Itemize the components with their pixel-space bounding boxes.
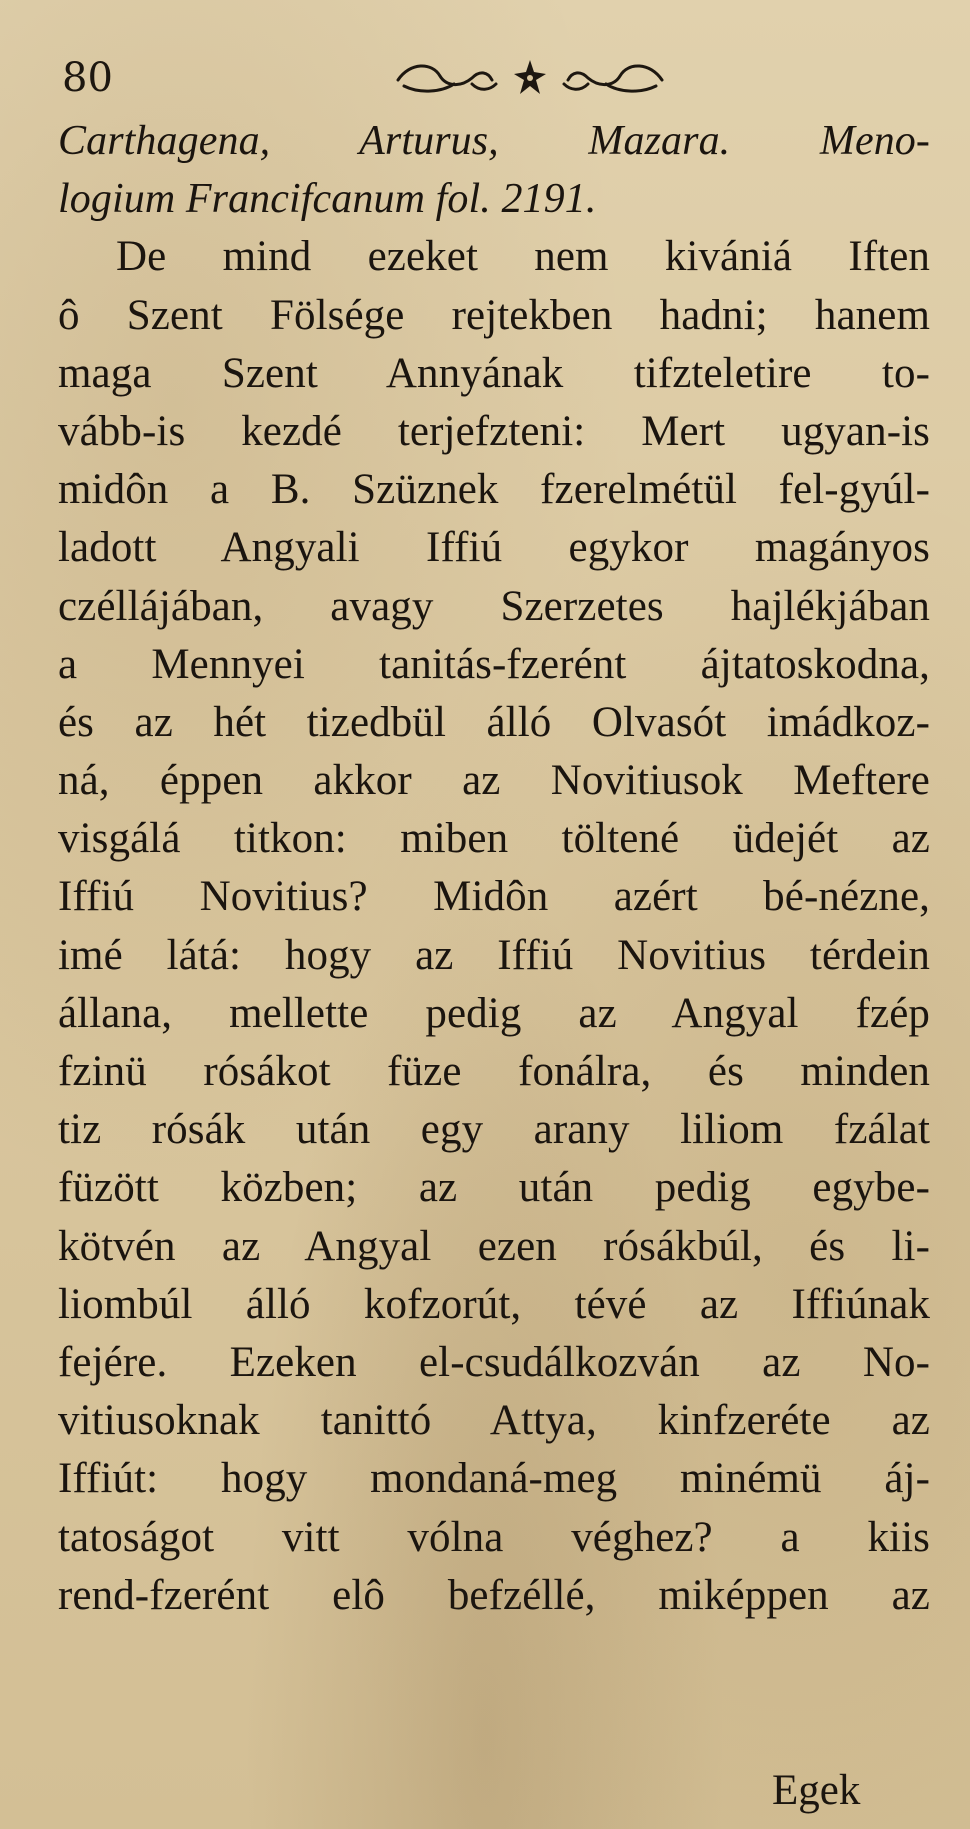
text-line: logium Francifcanum fol. 2191. (58, 176, 597, 223)
text-line: liombúl álló kofzorút, tévé az Iffiúnak (58, 1280, 930, 1328)
page-number: 80 (62, 55, 113, 101)
text-line: füzött közben; az után pedig egybe- (58, 1164, 930, 1212)
text-line: vitiusoknak tanittó Attya, kinfzeréte az (58, 1397, 930, 1445)
text-line: kötvén az Angyal ezen rósákbúl, és li- (58, 1222, 930, 1270)
text-line: ô Szent Fölsége rejtekben hadni; hanem (58, 291, 930, 339)
fleuron-ornament-icon (380, 54, 680, 102)
page-header (62, 48, 942, 108)
text-line: a Mennyei tanitás-fzerént ájtatoskodna, (58, 640, 930, 688)
text-line: tiz rósák után egy arany liliom fzálat (58, 1106, 930, 1154)
text-line: Carthagena, Arturus, Mazara. Meno- (58, 118, 930, 164)
text-line: fejére. Ezeken el-csudálkozván az No- (58, 1338, 930, 1386)
text-line: maga Szent Annyának tifzteletire to- (58, 349, 930, 397)
text-line: Iffiút: hogy mondaná-meg minémü áj- (58, 1455, 930, 1503)
text-line: vább-is kezdé terjefzteni: Mert ugyan-is (58, 407, 930, 455)
text-line: állana, mellette pedig az Angyal fzép (58, 989, 930, 1037)
text-line: tatoságot vitt vólna véghez? a kiis (58, 1513, 930, 1561)
text-line: fzinü rósákot füze fonálra, és minden (58, 1048, 930, 1095)
text-line: ladott Angyali Iffiú egykor magányos (58, 524, 930, 572)
text-line: midôn a B. Szüznek fzerelmétül fel-gyúl- (58, 466, 930, 514)
text-line: Iffiú Novitius? Midôn azért bé-nézne, (58, 873, 930, 921)
text-line: rend-fzerént elô befzéllé, miképpen az (58, 1571, 930, 1619)
text-line: ná, éppen akkor az Novitiusok Meftere (58, 757, 930, 805)
text-line: imé látá: hogy az Iffiú Novitius térdein (58, 931, 930, 979)
text-line: czéllájában, avagy Szerzetes hajlékjában (58, 582, 930, 630)
catchword: Egek (772, 1767, 861, 1814)
text-line: visgálá titkon: miben töltené üdejét az (58, 815, 930, 863)
body-text (58, 112, 930, 1625)
text-line: De mind ezeket nem kivániá Iften (116, 233, 930, 281)
text-line: és az hét tizedbül álló Olvasót imádkoz- (58, 698, 930, 746)
